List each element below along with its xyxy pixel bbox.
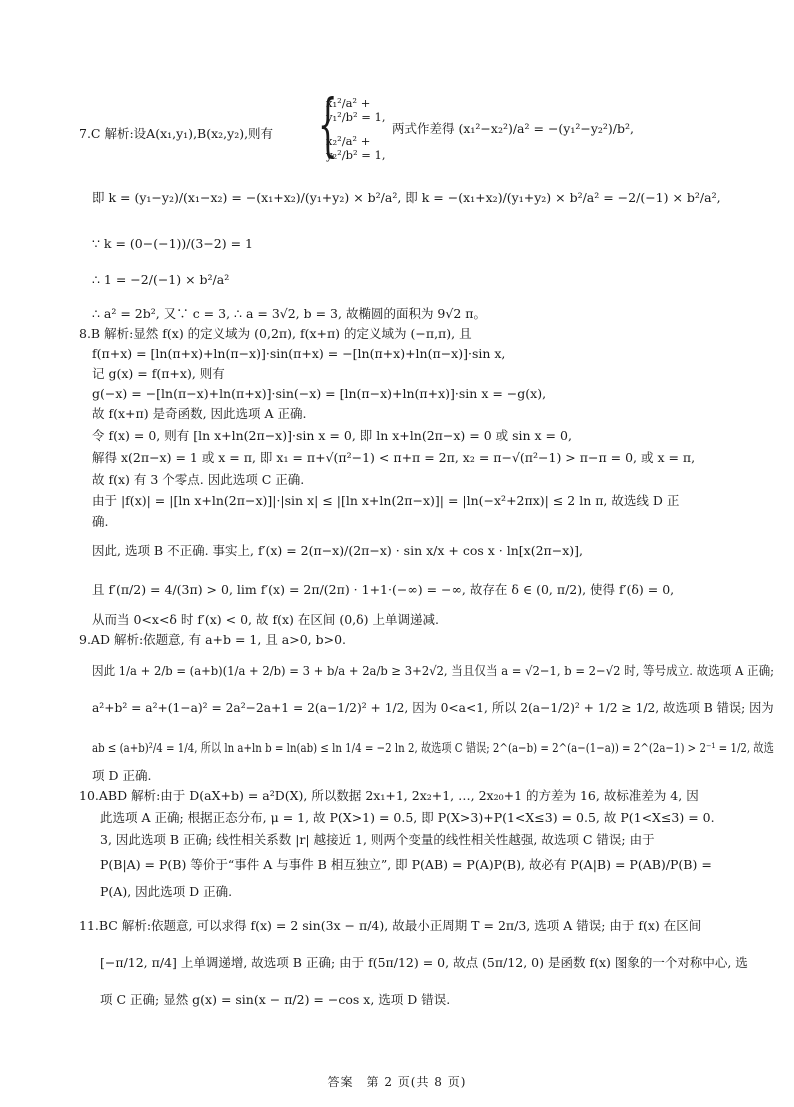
q7-slope-line: 即 k = (y₁−y₂)/(x₁−x₂) = −(x₁+x₂)/(y₁+y₂) × b²/a², 即 k = −(x₁+x₂)/(y₁+y₂) × b²/a² = −2/(−1) × b²/a², <box>92 190 721 205</box>
q10-line-1: 此选项 A 正确; 根据正态分布, μ = 1, 故 P(X>1) = 0.5, 即 P(X>3)+P(1<X≤3) = 0.5, 故 P(1<X≤3) = 0. <box>100 810 715 825</box>
q7-conclusion: ∴ a² = 2b², 又∵ c = 3, ∴ a = 3√2, b = 3, 故椭圆的面积为 9√2 π。 <box>92 306 486 321</box>
equation-system <box>318 86 388 168</box>
q8-line-8: 由于 |f(x)| = |[ln x+ln(2π−x)]|·|sin x| ≤ |[ln x+ln(2π−x)]| = |ln(−x²+2πx)| ≤ 2 ln π, 故选线 D 正 <box>92 493 680 508</box>
q11-line-2: 项 C 正确; 显然 g(x) = sin(x − π/2) = −cos x, 选项 D 错误. <box>100 992 451 1007</box>
q8-line-7: 故 f(x) 有 3 个零点. 因此选项 C 正确. <box>92 472 305 487</box>
q10-line-3: P(B|A) = P(B) 等价于“事件 A 与事件 B 相互独立”, 即 P(AB) = P(A)P(B), 故必有 P(A|B) = P(AB)/P(B) = <box>100 857 712 872</box>
q10-line-4: P(A), 因此选项 D 正确. <box>100 884 233 899</box>
q8-line-1: f(π+x) = [ln(π+x)+ln(π−x)]·sin(π+x) = −[ln(π+x)+ln(π−x)]·sin x, <box>92 346 506 361</box>
q8-heading: 8.B 解析:显然 f(x) 的定义域为 (0,2π), f(x+π) 的定义域为 (−π,π), 且 <box>79 326 472 341</box>
q8-line-10: 因此, 选项 B 不正确. 事实上, f′(x) = 2(π−x)/(2π−x) · sin x/x + cos x · ln[x(2π−x)], <box>92 543 584 558</box>
q9-line-3: ab ≤ (a+b)²/4 = 1/4, 所以 ln a+ln b = ln(ab) ≤ ln 1/4 = −2 ln 2, 故选项 C 错误; 2^(a−b) = 2^(a−(1−a)) = 2^(2a−1) > 2⁻¹ = 1/2, 故选 <box>92 740 774 755</box>
q8-line-5: 令 f(x) = 0, 则有 [ln x+ln(2π−x)]·sin x = 0, 即 ln x+ln(2π−x) = 0 或 sin x = 0, <box>92 428 572 443</box>
q8-line-6: 解得 x(2π−x) = 1 或 x = π, 即 x₁ = π+√(π²−1) < π+π = 2π, x₂ = π−√(π²−1) > π−π = 0, 或 x = π, <box>92 450 696 465</box>
q10-line-2: 3, 因此选项 B 正确; 线性相关系数 |r| 越接近 1, 则两个变量的线性相关性越强, 故选项 C 错误; 由于 <box>100 832 655 847</box>
q8-line-11: 且 f′(π/2) = 4/(3π) > 0, lim f′(x) = 2π/(2π) · 1+1·(−∞) = −∞, 故存在 δ ∈ (0, π/2), 使得 f′(δ) = 0, <box>92 582 675 597</box>
q7-heading: 7.C 解析:设A(x₁,y₁),B(x₂,y₂),则有 <box>79 126 274 141</box>
q8-line-9: 确. <box>92 514 109 529</box>
q11-line-1: [−π/12, π/4] 上单调递增, 故选项 B 正确; 由于 f(5π/12) = 0, 故点 (5π/12, 0) 是函数 f(x) 图象的一个对称中心, 选 <box>100 955 748 970</box>
system-equation-1: x₁²/a² + y₁²/b² = 1, <box>326 96 386 124</box>
q7-k-value: ∵ k = (0−(−1))/(3−2) = 1 <box>92 236 253 251</box>
q9-line-2: a²+b² = a²+(1−a)² = 2a²−2a+1 = 2(a−1/2)² + 1/2, 因为 0<a<1, 所以 2(a−1/2)² + 1/2 ≥ 1/2, 故选项 B 错误; 因为 <box>92 700 774 715</box>
q7-relation: ∴ 1 = −2/(−1) × b²/a² <box>92 272 230 287</box>
q10-heading: 10.ABD 解析:由于 D(aX+b) = a²D(X), 所以数据 2x₁+1, 2x₂+1, …, 2x₂₀+1 的方差为 16, 故标准差为 4, 因 <box>79 788 699 803</box>
q8-line-12: 从而当 0<x<δ 时 f′(x) < 0, 故 f(x) 在区间 (0,δ) 上单调递减. <box>92 612 439 627</box>
q9-line-1: 因此 1/a + 2/b = (a+b)(1/a + 2/b) = 3 + b/a + 2a/b ≥ 3+2√2, 当且仅当 a = √2−1, b = 2−√2 时, 等号成立. 故选项 A 正确; <box>92 663 775 678</box>
q7-difference: 两式作差得 (x₁²−x₂²)/a² = −(y₁²−y₂²)/b², <box>392 121 635 136</box>
q11-heading: 11.BC 解析:依题意, 可以求得 f(x) = 2 sin(3x − π/4), 故最小正周期 T = 2π/3, 选项 A 错误; 由于 f(x) 在区间 <box>79 918 702 933</box>
page-footer: 答案 第 2 页(共 8 页) <box>327 1075 467 1089</box>
q8-line-2: 记 g(x) = f(π+x), 则有 <box>92 366 225 381</box>
q9-heading: 9.AD 解析:依题意, 有 a+b = 1, 且 a>0, b>0. <box>79 632 347 647</box>
q9-line-4: 项 D 正确. <box>92 768 152 783</box>
system-equation-2: x₂²/a² + y₂²/b² = 1, <box>326 134 386 162</box>
brace-glyph: { <box>318 86 338 165</box>
q8-line-4: 故 f(x+π) 是奇函数, 因此选项 A 正确. <box>92 406 307 421</box>
q8-line-3: g(−x) = −[ln(π−x)+ln(π+x)]·sin(−x) = [ln(π−x)+ln(π+x)]·sin x = −g(x), <box>92 386 547 401</box>
